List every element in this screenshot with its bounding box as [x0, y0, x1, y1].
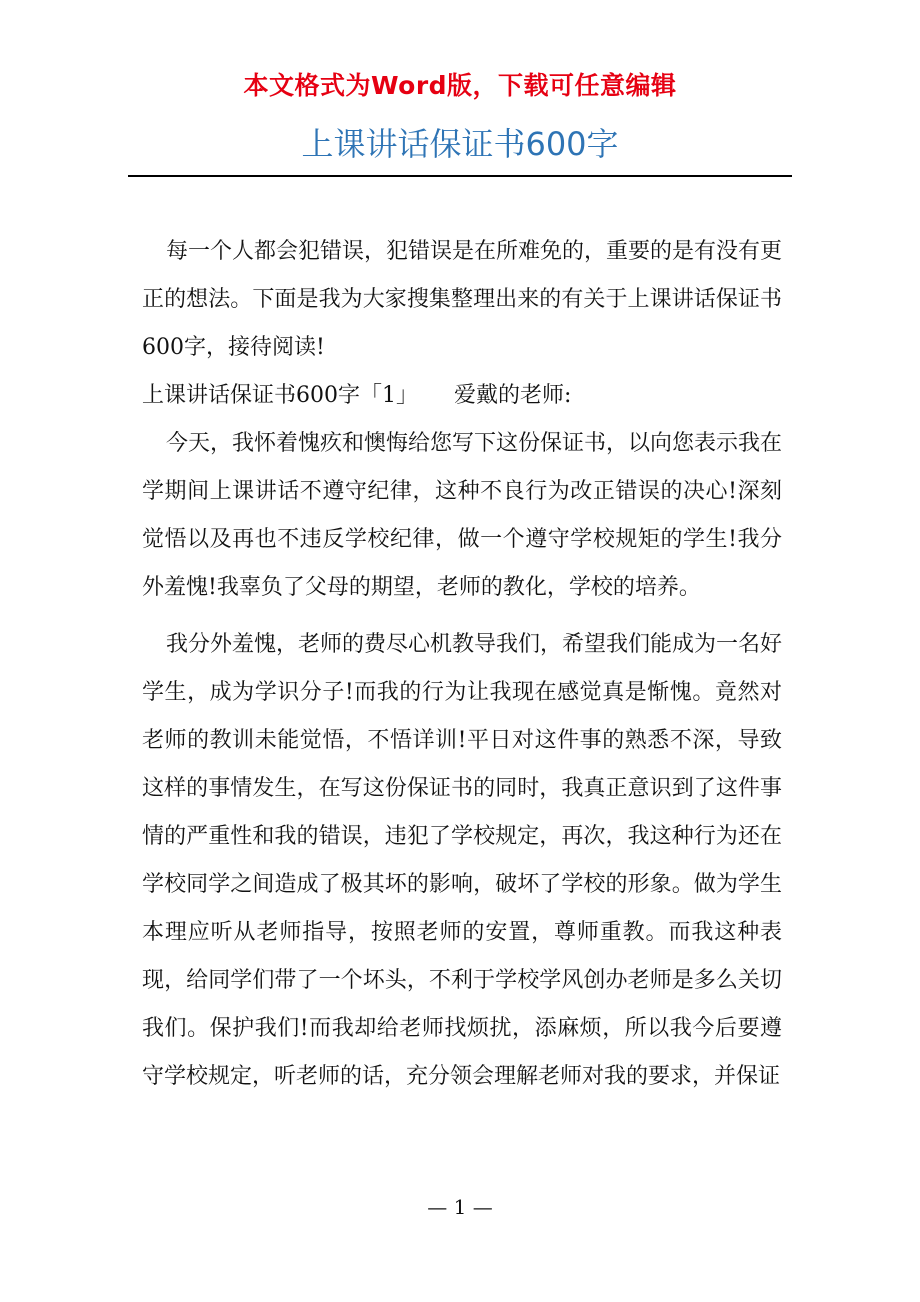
body-paragraph-2: 我分外羞愧，老师的费尽心机教导我们，希望我们能成为一名好学生，成为学识分子!而我的行为让我现在感觉真是惭愧。竟然对老师的教训未能觉悟，不悟详训!平日对这件事的熟悉不深，导致这样的事情发生，在写这份保证书的同时，我真正意识到了这件事情的严重性和我的错误，违犯了学校规定，再次，我这种行为还在学校同学之间造成了极其坏的影响，破坏了学校的形象。做为学生本理应听从老师指导，按照老师的安置，尊师重教。而我这种表现，给同学们带了一个坏头，不利于学校学风创办老师是多么关切我们。保护我们!而我却给老师找烦扰，添麻烦，所以我今后要遵守学校规定，听老师的话，充分领会理解老师对我的要求，并保证: [142, 632, 783, 1089]
document-body: [142, 228, 782, 1101]
page-number: — 1 —: [427, 1195, 493, 1219]
salutation: 爱戴的老师:: [454, 383, 572, 408]
intro-paragraph: 每一个人都会犯错误，犯错误是在所难免的，重要的是有没有更正的想法。下面是我为大家搜集整理出来的有关于上课讲话保证书600字，接待阅读!: [142, 239, 783, 360]
section-heading-line: [142, 372, 782, 420]
section-heading: 上课讲话保证书600字「1」: [142, 383, 418, 408]
title-divider: [128, 175, 792, 177]
format-banner: 本文格式为Word版，下载可任意编辑: [243, 71, 677, 100]
document-title: 上课讲话保证书600字: [301, 125, 619, 163]
body-paragraph-1: 今天，我怀着愧疚和懊悔给您写下这份保证书，以向您表示我在学期间上课讲话不遵守纪律，这种不良行为改正错误的决心!深刻觉悟以及再也不违反学校纪律，做一个遵守学校规矩的学生!我分外羞愧!我辜负了父母的期望，老师的教化，学校的培养。: [142, 431, 783, 600]
